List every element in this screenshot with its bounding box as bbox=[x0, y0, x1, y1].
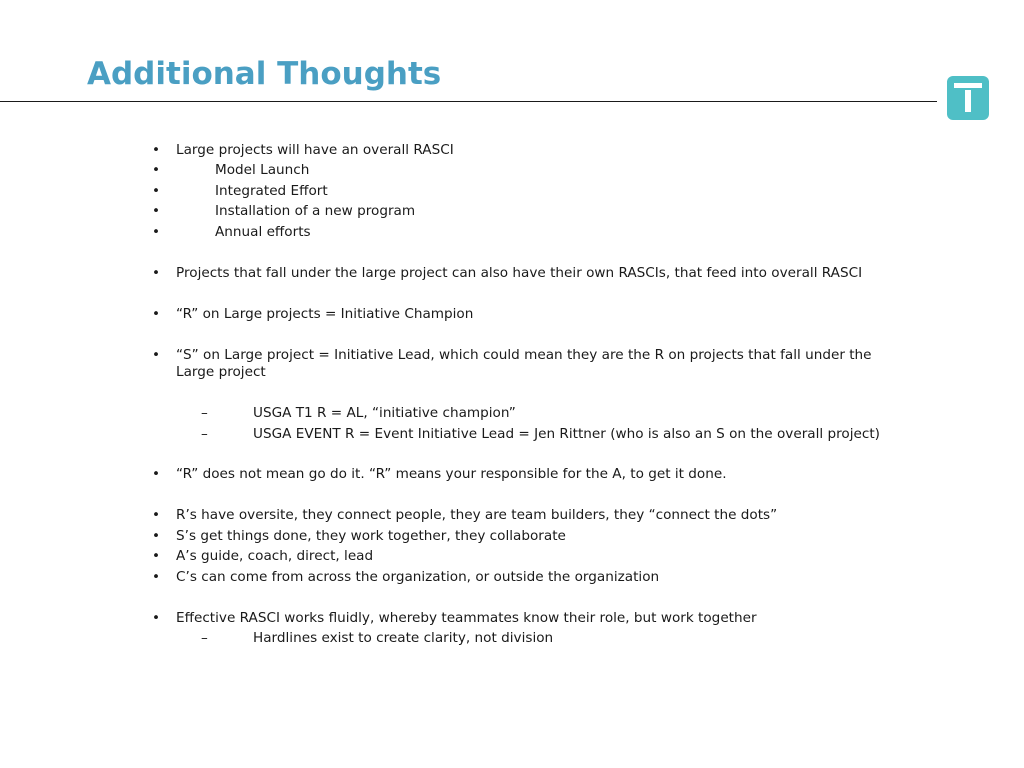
list-item-text: A’s guide, coach, direct, lead bbox=[176, 548, 374, 564]
dash-marker: – bbox=[201, 405, 208, 421]
list-item-text: R’s have oversite, they connect people, they are team builders, they “connect the dots” bbox=[176, 507, 778, 523]
bullet-marker: • bbox=[152, 528, 161, 544]
list-item-text: USGA T1 R = AL, “initiative champion” bbox=[253, 405, 516, 421]
bullet-marker: • bbox=[152, 183, 161, 199]
list-item-text: Large project bbox=[176, 364, 266, 380]
bullet-marker: • bbox=[152, 507, 161, 523]
bullet-marker: • bbox=[152, 306, 161, 322]
page-title: Additional Thoughts bbox=[87, 56, 442, 92]
list-item-text: “R” does not mean go do it. “R” means your responsible for the A, to get it done. bbox=[176, 466, 727, 482]
bullet-marker: • bbox=[152, 162, 161, 178]
dash-marker: – bbox=[201, 426, 208, 442]
bullet-marker: • bbox=[152, 569, 161, 585]
list-item-text: “S” on Large project = Initiative Lead, which could mean they are the R on projects that fall under the bbox=[176, 347, 872, 363]
bullet-marker: • bbox=[152, 203, 161, 219]
bullet-marker: • bbox=[152, 548, 161, 564]
list-item-text: C’s can come from across the organization, or outside the organization bbox=[176, 569, 660, 585]
list-item-text: Model Launch bbox=[215, 162, 310, 178]
list-item-text: Annual efforts bbox=[215, 224, 311, 240]
bullet-marker: • bbox=[152, 466, 161, 482]
list-item-text: Effective RASCI works fluidly, whereby teammates know their role, but work together bbox=[176, 610, 757, 626]
list-item-text: Projects that fall under the large project can also have their own RASCIs, that feed into overall RASCI bbox=[176, 265, 863, 281]
bullet-marker: • bbox=[152, 347, 161, 363]
bullet-marker: • bbox=[152, 265, 161, 281]
t-letter-icon bbox=[947, 76, 989, 120]
logo bbox=[947, 76, 989, 120]
list-item-text: Large projects will have an overall RASCI bbox=[176, 142, 454, 158]
list-item-text: USGA EVENT R = Event Initiative Lead = Jen Rittner (who is also an S on the overall project) bbox=[253, 426, 880, 442]
bullet-marker: • bbox=[152, 142, 161, 158]
list-item-text: Hardlines exist to create clarity, not division bbox=[253, 630, 554, 646]
list-item-text: “R” on Large projects = Initiative Champion bbox=[176, 306, 474, 322]
bullet-marker: • bbox=[152, 224, 161, 240]
title-divider bbox=[0, 101, 937, 102]
list-item-text: Installation of a new program bbox=[215, 203, 416, 219]
list-item-text: S’s get things done, they work together, they collaborate bbox=[176, 528, 566, 544]
list-item-text: Integrated Effort bbox=[215, 183, 328, 199]
dash-marker: – bbox=[201, 630, 208, 646]
bullet-marker: • bbox=[152, 610, 161, 626]
